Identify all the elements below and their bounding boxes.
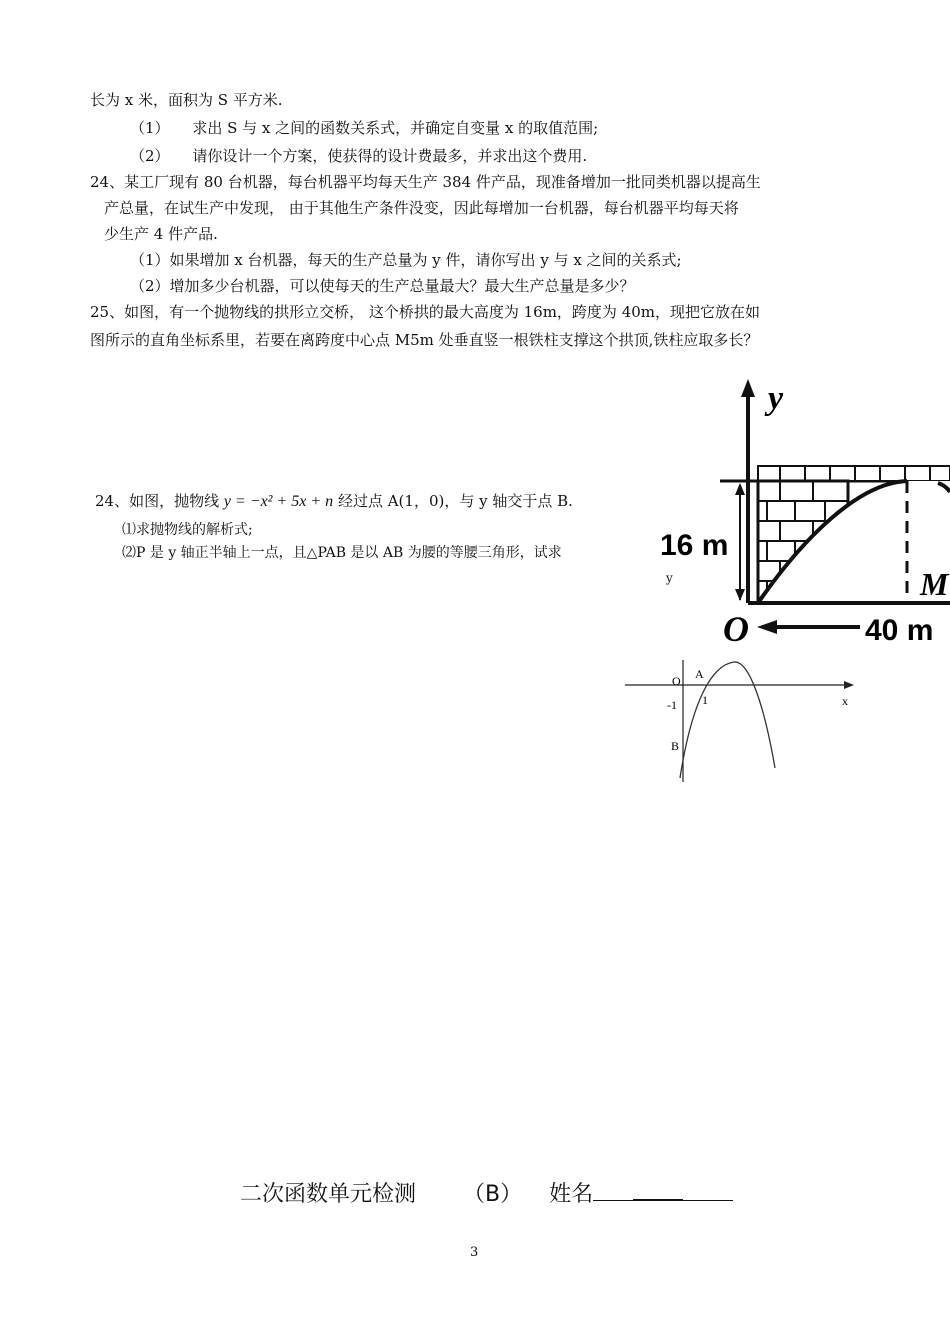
question-25-line-1: 25、如图，有一个抛物线的拱形立交桥， 这个桥拱的最大高度为 16m，跨度为 40m，现把它放在如 bbox=[90, 303, 761, 321]
name-blank-2[interactable] bbox=[633, 1199, 683, 1201]
question-24-sub-1: （1）如果增加 x 台机器，每天的生产总量为 y 件，请你写出 y 与 x 之间的关系式; bbox=[130, 251, 682, 269]
question-24b-stem bbox=[95, 491, 573, 512]
footer-title bbox=[240, 1177, 733, 1208]
graph-origin-label: O bbox=[672, 674, 681, 688]
question-24-sub-2: （2）增加多少台机器，可以使每天的生产总量最大？最大生产总量是多少？ bbox=[130, 277, 635, 295]
origin-label: O bbox=[723, 609, 749, 649]
span-label: 40 m bbox=[865, 614, 934, 647]
graph-tick-minus1-label: -1 bbox=[667, 698, 677, 712]
question-24b-sub-1: ⑴求抛物线的解析式; bbox=[122, 522, 253, 538]
page-number: 3 bbox=[470, 1245, 479, 1260]
name-label: 姓名 bbox=[549, 1182, 594, 1207]
sub-question-text: 求出 S 与 x 之间的函数关系式，并确定自变量 x 的取值范围; bbox=[192, 119, 599, 137]
center-point-label: M bbox=[920, 566, 949, 602]
graph-point-b-label: B bbox=[671, 739, 680, 753]
graph-tick-1-label: 1 bbox=[702, 693, 708, 707]
bridge-y-arrow-icon bbox=[741, 379, 755, 397]
graph-x-arrow-icon bbox=[844, 681, 854, 689]
question-24b-sub-2: ⑵P 是 y 轴正半轴上一点，且△PAB 是以 AB 为腰的等腰三角形，试求 bbox=[122, 545, 562, 561]
sub-question-number: （2） bbox=[130, 147, 170, 165]
question-24-line-3: 少生产 4 件产品. bbox=[104, 225, 218, 243]
question-24-line-1: 24、某工厂现有 80 台机器，每台机器平均每天生产 384 件产品，现准备增加一批同类机器以提高生 bbox=[90, 173, 761, 191]
name-blank-3[interactable] bbox=[683, 1200, 733, 1201]
text-line-1: 长为 x 米，面积为 S 平方米. bbox=[90, 91, 283, 109]
span-arrow-left-icon bbox=[757, 620, 777, 634]
test-variant: （B） bbox=[463, 1182, 523, 1207]
stray-y-label: y bbox=[666, 571, 673, 585]
question-24b-suffix: 经过点 A(1，0)，与 y 轴交于点 B. bbox=[337, 492, 573, 510]
test-title: 二次函数单元检测 bbox=[240, 1182, 417, 1207]
parabola-graph bbox=[620, 660, 860, 785]
question-24-line-2: 产总量，在试生产中发现， 由于其他生产条件没变，因此每增加一台机器，每台机器平均每天将 bbox=[104, 199, 739, 217]
sub-question-2 bbox=[130, 146, 587, 166]
question-24b-prefix: 24、如图，抛物线 bbox=[95, 492, 220, 510]
bridge-figure bbox=[655, 375, 950, 650]
height-arrow-up-icon bbox=[735, 483, 745, 495]
height-arrow-down-icon bbox=[735, 589, 745, 601]
height-label: 16 m bbox=[660, 529, 729, 562]
graph-point-a-label: A bbox=[695, 667, 704, 681]
name-blank-1[interactable] bbox=[593, 1200, 633, 1201]
graph-x-label: x bbox=[842, 694, 848, 708]
parabola-formula: y = −x² + 5x + n bbox=[223, 493, 334, 510]
sub-question-1 bbox=[130, 118, 598, 138]
question-25-line-2: 图所示的直角坐标系里，若要在离跨度中心点 M5m 处垂直竖一根铁柱支撑这个拱顶,铁柱应取多长？ bbox=[90, 331, 759, 349]
sub-question-text: 请你设计一个方案，使获得的设计费最多，并求出这个费用. bbox=[192, 147, 588, 165]
sub-question-number: （1） bbox=[130, 119, 170, 137]
bridge-y-label: y bbox=[768, 380, 784, 417]
